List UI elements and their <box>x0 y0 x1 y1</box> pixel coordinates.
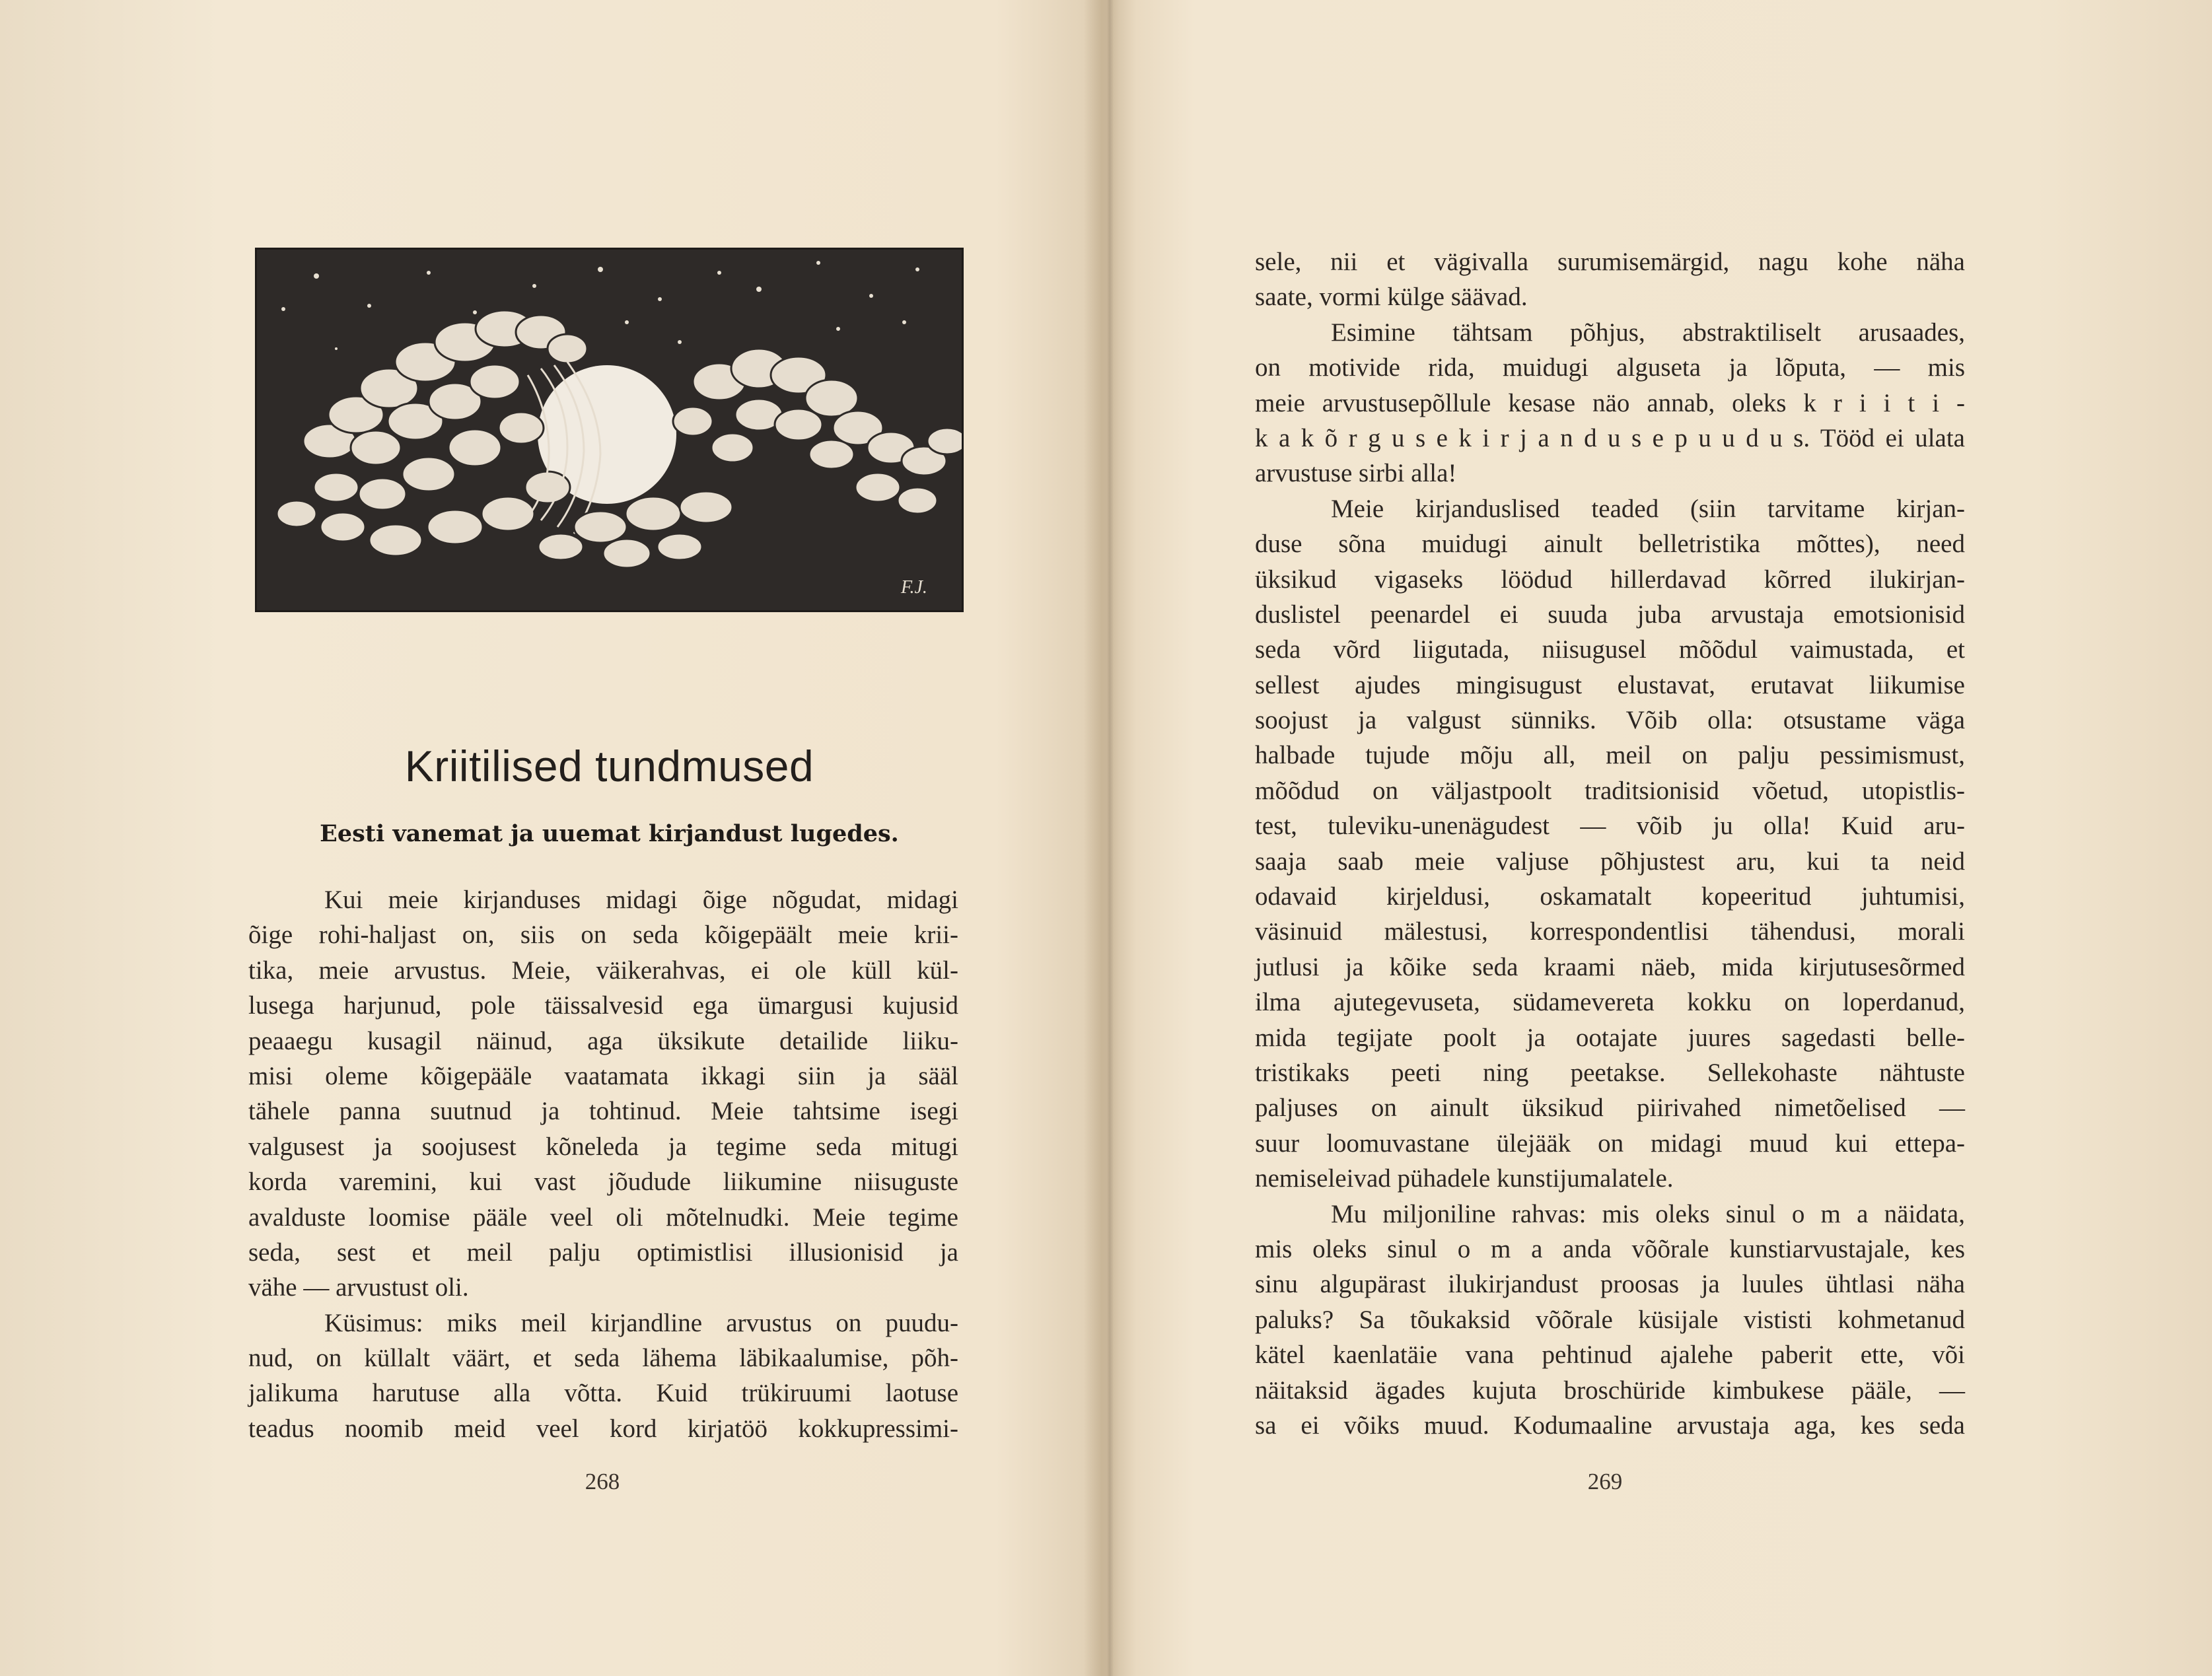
text-line: sele, nii et vägivalla surumisemärgid, nagu kohe näha <box>1255 248 1965 276</box>
text-line: seda, sest et meil palju optimistlisi illusionisid ja <box>248 1238 958 1267</box>
illustration-drawing <box>257 250 962 610</box>
text-line: arvustuse sirbi alla! <box>1255 459 1457 488</box>
text-line: meie arvustusepõllule kesase näo annab, oleks k r i i t i - <box>1255 388 1965 417</box>
page-number: 268 <box>585 1469 620 1494</box>
right-page-text <box>1255 244 1965 1443</box>
text-line: väsinuid mälestusi, korrespondentlisi tähendusi, morali <box>1255 917 1965 946</box>
text-line: k a k õ r g u s e k i r j a n d u s e p u u d u s. Tööd ei ulata <box>1255 423 1965 452</box>
text-line: mida tegijate poolt ja ootajate juures sagedasti belle- <box>1255 1023 1965 1052</box>
text-line: jutlusi ja kõike seda kraami näeb, mida kirjutusesõrmed <box>1255 952 1965 981</box>
text-line: valgusest ja soojusest kõneleda ja tegime seda mitugi <box>248 1132 958 1161</box>
text-line: Esimine tähtsam põhjus, abstraktiliselt arusaades, <box>1331 318 1965 347</box>
text-line: odavaid kirjeldusi, oskamatalt kopeeritud juhtumisi, <box>1255 882 1965 911</box>
text-line: mis oleks sinul o m a anda võõrale kunstiarvustajale, kes <box>1255 1234 1965 1263</box>
text-line: saaja saab meie valjuse põhjustest aru, kui ta neid <box>1255 847 1965 876</box>
text-line: õige rohi-haljast on, siis on seda kõigepäält meie krii- <box>248 921 958 950</box>
text-line: Kui meie kirjanduses midagi õige nõgudat, midagi <box>324 886 958 914</box>
text-line: üksikud vigaseks löödud hillerdavad kõrred ilukirjan- <box>1255 565 1965 594</box>
text-line: sellest ajudes mingisugust elustavat, erutavat liikumise <box>1255 670 1965 699</box>
text-line: näitaksid ägades kujuta broschüride kimbukese pääle, — <box>1255 1376 1965 1405</box>
text-line: tika, meie arvustus. Meie, väikerahvas, ei ole küll kül- <box>248 956 958 985</box>
illustration-signature: F.J. <box>901 577 927 598</box>
text-line: sa ei võiks muud. Kodumaaline arvustaja aga, kes seda <box>1255 1411 1965 1440</box>
text-line: korda varemini, kui vast jõudude liikumine niisuguste <box>248 1168 958 1197</box>
left-page <box>0 0 1096 1676</box>
left-page-text <box>248 882 958 1446</box>
text-line: duslistel peenardel ei suuda juba arvustaja emotsionisid <box>1255 600 1965 629</box>
text-line: saate, vormi külge säävad. <box>1255 283 1528 312</box>
text-line: peaaegu kusagil näinud, aga üksikute detailide liiku- <box>248 1026 958 1055</box>
text-line: avalduste loomise pääle veel oli mõtelnudki. Meie tegime <box>248 1203 958 1232</box>
text-line: sinu algupärast ilukirjandust proosas ja luules ühtlasi näha <box>1255 1270 1965 1299</box>
text-line: lusega harjunud, pole täissalvesid ega ümargusi kujusid <box>248 991 958 1020</box>
text-line: seda võrd liigutada, niisugusel mõõdul vaimustada, et <box>1255 635 1965 664</box>
text-line: paluks? Sa tõukaksid võõrale küsijale vististi kohmetanud <box>1255 1305 1965 1334</box>
text-line: teadus noomib meid veel kord kirjatöö kokkupressimi- <box>248 1414 958 1443</box>
text-line: suur loomuvastane ülejääk on midagi muud kui ettepa- <box>1255 1129 1965 1158</box>
text-line: misi oleme kõigepääle vaatamata ikkagi siin ja sääl <box>248 1061 958 1090</box>
text-line: Meie kirjanduslised teaded (siin tarvitame kirjan- <box>1331 494 1965 523</box>
text-line: Mu miljoniline rahvas: mis oleks sinul o m a näidata, <box>1331 1199 1965 1228</box>
text-line: vähe — arvustust oli. <box>248 1273 469 1302</box>
text-line: ilma ajutegevuseta, südamevereta kokku on loperdanud, <box>1255 988 1965 1017</box>
text-line: Küsimus: miks meil kirjandline arvustus on puudu- <box>324 1308 958 1337</box>
text-line: paljuses on ainult üksikud piirivahed nimetõelised — <box>1255 1094 1965 1123</box>
text-line: soojust ja valgust sünniks. Võib olla: otsustame väga <box>1255 706 1965 735</box>
text-line: nemiseleivad pühadele kunstijumalatele. <box>1255 1164 1674 1193</box>
text-line: jalikuma harutuse alla võtta. Kuid trükiruumi laotuse <box>248 1379 958 1408</box>
text-line: halbade tujude mõju all, meil on palju pessimismust, <box>1255 741 1965 770</box>
text-line: duse sõna muidugi ainult belletristika mõttes), need <box>1255 530 1965 559</box>
text-line: mõõdud on väljastpoolt traditsionisid võetud, utopistlis- <box>1255 776 1965 805</box>
text-line: nud, on küllalt väärt, et seda lähema läbikaalumise, põh- <box>248 1344 958 1373</box>
chapter-subtitle: Eesti vanemat ja uuemat kirjandust lugedes. <box>320 820 899 847</box>
text-line: tähele panna suutnud ja tohtinud. Meie tahtsime isegi <box>248 1097 958 1126</box>
text-line: test, tuleviku-unenägudest — võib ju olla! Kuid aru- <box>1255 812 1965 841</box>
text-line: on motivide rida, muidugi alguseta ja lõputa, — mis <box>1255 353 1965 382</box>
text-line: kätel kaenlatäie vana pehtinud ajalehe paberit ette, või <box>1255 1341 1965 1370</box>
chapter-title: Kriitilised tundmused <box>404 742 814 790</box>
page-number: 269 <box>1587 1469 1623 1494</box>
moon-waves-illustration-icon <box>255 248 964 612</box>
text-line: tristikaks peeti ning peetakse. Sellekohaste nähtuste <box>1255 1058 1965 1087</box>
